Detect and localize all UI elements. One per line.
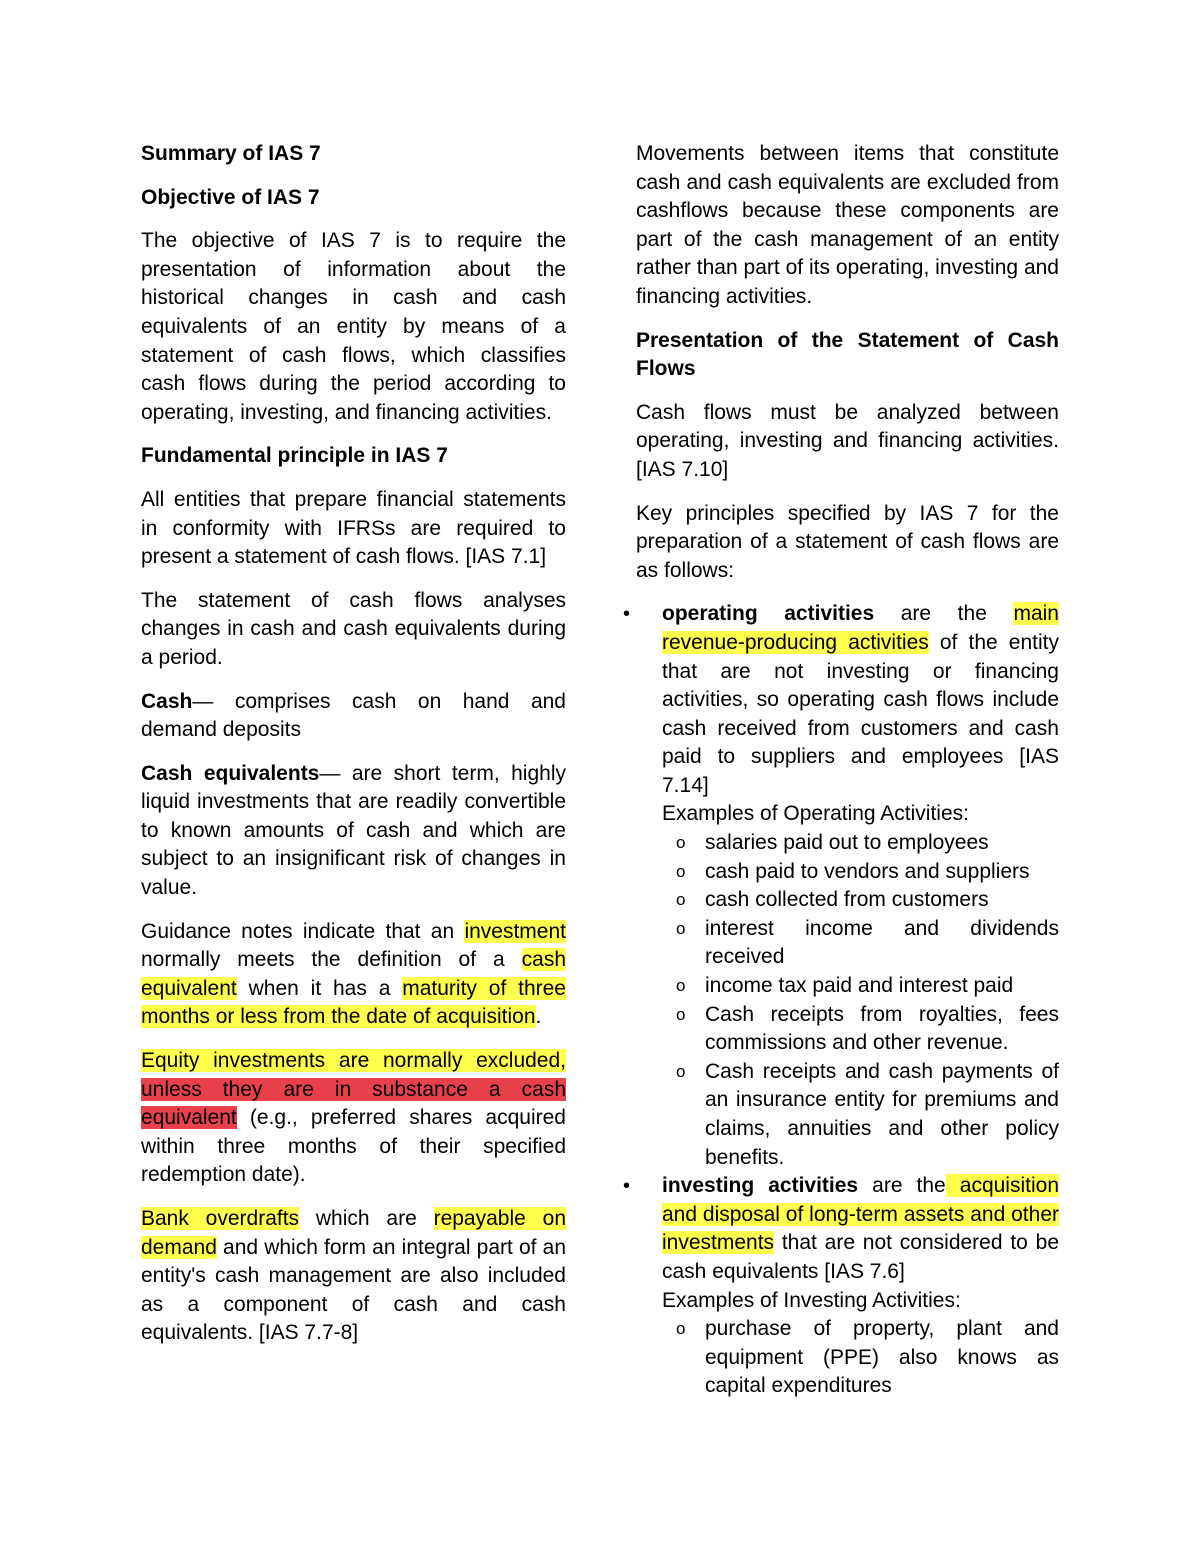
movements-paragraph: Movements between items that constitute cash and cash equivalents are excluded from cashflows because these components are part of the cash management of an entity rather than part of its operating, investing and financing activities. — [636, 142, 1059, 308]
equity-text: (e.g., preferred shares acquired within three months of their specified redemption date). — [141, 1106, 566, 1187]
equity-paragraph — [141, 1047, 566, 1190]
list-item — [662, 972, 1059, 1001]
guidance-text-2: normally meets the definition of a — [141, 948, 522, 972]
guidance-text-4: . — [535, 1005, 542, 1029]
overdraft-text-1: which are — [299, 1207, 434, 1230]
highlight-main-revenue: main revenue-producing activities — [662, 602, 1059, 654]
overdraft-paragraph — [141, 1205, 566, 1348]
presentation-heading: Presentation of the Statement of Cash Flows — [636, 328, 1059, 381]
cash-definition — [141, 688, 566, 745]
overdraft-text-2: and which form an integral part of an entity's cash management are also included as a component of cash and cash equivalents. [IAS 7.7-8] — [141, 1235, 566, 1345]
cash-def-text: — comprises cash on hand and demand deposits — [141, 689, 566, 742]
highlight-acquisition-disposal: acquisition and disposal of long-term assets and other investments — [662, 1174, 1059, 1255]
principle-heading: Fundamental principle in IAS 7 — [141, 444, 448, 468]
guidance-text-3: when it has a — [236, 976, 403, 1000]
investing-text-2: that are not considered to be cash equivalents [IAS 7.6] — [662, 1231, 1059, 1283]
highlight-in-substance: unless they are in substance a cash equivalent — [141, 1077, 566, 1130]
example-text: Cash receipts and cash payments of an insurance entity for premiums and claims, annuities and other policy benefits. — [705, 1059, 1059, 1169]
objective-heading: Objective of IAS 7 — [141, 185, 320, 209]
highlight-bank-overdrafts: Bank overdrafts — [141, 1207, 300, 1230]
cash-equivalents-def-text: — are short term, highly liquid investments that are readily convertible to known amounts of cash and which are subject to an insignificant risk of changes in value. — [141, 761, 566, 900]
example-text: interest income and dividends received — [705, 916, 1059, 969]
example-text: salaries paid out to employees — [705, 831, 989, 855]
list-item-operating — [623, 600, 1060, 1172]
bullet-icon: • — [623, 1175, 631, 1198]
list-item — [662, 886, 1059, 915]
analyzed-paragraph: Cash flows must be analyzed between operating, investing and financing activities. [IAS 7.10] — [636, 400, 1059, 481]
example-text: income tax paid and interest paid — [705, 974, 1014, 998]
guidance-text-1: Guidance notes indicate that an — [141, 919, 465, 943]
principle-paragraph: All entities that prepare financial statements in conformity with IFRSs are required to present a statement of cash flows. [IAS 7.1] — [141, 487, 566, 569]
document-title: Summary of IAS 7 — [141, 142, 321, 165]
example-text: cash collected from customers — [705, 888, 989, 912]
highlight-maturity: maturity of three months or less from the date of acquisition — [141, 976, 566, 1029]
right-column — [623, 140, 1060, 1401]
circle-bullet-icon: o — [676, 833, 686, 853]
list-item — [662, 858, 1059, 887]
list-item — [662, 1001, 1059, 1058]
cash-term: Cash — [141, 689, 193, 713]
list-item — [662, 1058, 1059, 1172]
cash-equivalents-definition — [141, 760, 566, 903]
investing-text-1: are the — [858, 1174, 946, 1198]
circle-bullet-icon: o — [676, 1319, 686, 1339]
circle-bullet-icon: o — [676, 890, 686, 910]
list-item — [662, 829, 1059, 858]
operating-text-1: are the — [874, 602, 1014, 626]
highlight-repayable: repayable on demand — [141, 1207, 566, 1259]
guidance-paragraph — [141, 918, 566, 1032]
circle-bullet-icon: o — [676, 1004, 686, 1024]
left-column — [141, 140, 566, 1363]
example-text: purchase of property, plant and equipment (PPE) also knows as capital expenditures — [705, 1317, 1059, 1398]
investing-term: investing activities — [662, 1174, 859, 1198]
cash-equivalents-term: Cash equivalents — [141, 761, 320, 785]
operating-examples-label: Examples of Operating Activities: — [662, 802, 969, 826]
highlight-cash-equivalent: cash equivalent — [141, 948, 566, 1000]
highlight-investment: investment — [464, 919, 566, 943]
objective-paragraph: The objective of IAS 7 is to require the presentation of information about the historical changes in cash and cash equivalents of an entity by means of a statement of cash flows, which classifies cash flows during the period according to operating, investing, and financing activities. — [141, 229, 566, 424]
circle-bullet-icon: o — [676, 861, 686, 881]
principles-list — [623, 600, 1060, 1401]
example-text: Cash receipts from royalties, fees commissions and other revenue. — [705, 1002, 1059, 1055]
circle-bullet-icon: o — [676, 1061, 686, 1081]
highlight-equity-excluded: Equity investments are normally excluded, — [141, 1049, 566, 1073]
list-item — [662, 1315, 1059, 1401]
operating-text-2: of the entity that are not investing or financing activities, so operating cash flows include cash received from customers and cash paid to suppliers and employees [IAS 7.14] — [662, 630, 1060, 797]
list-item — [662, 915, 1059, 972]
analyses-paragraph: The statement of cash flows analyses changes in cash and cash equivalents during a period. — [141, 588, 566, 669]
key-principles-paragraph: Key principles specified by IAS 7 for the preparation of a statement of cash flows are as follows: — [636, 501, 1059, 582]
bullet-icon: • — [623, 603, 631, 626]
investing-examples-label: Examples of Investing Activities: — [662, 1288, 961, 1312]
example-text: cash paid to vendors and suppliers — [705, 859, 1030, 883]
operating-examples-list — [662, 829, 1059, 1172]
investing-examples-list — [662, 1315, 1059, 1401]
circle-bullet-icon: o — [676, 918, 686, 938]
list-item-investing — [623, 1172, 1059, 1401]
operating-term: operating activities — [662, 602, 875, 626]
circle-bullet-icon: o — [676, 976, 686, 996]
